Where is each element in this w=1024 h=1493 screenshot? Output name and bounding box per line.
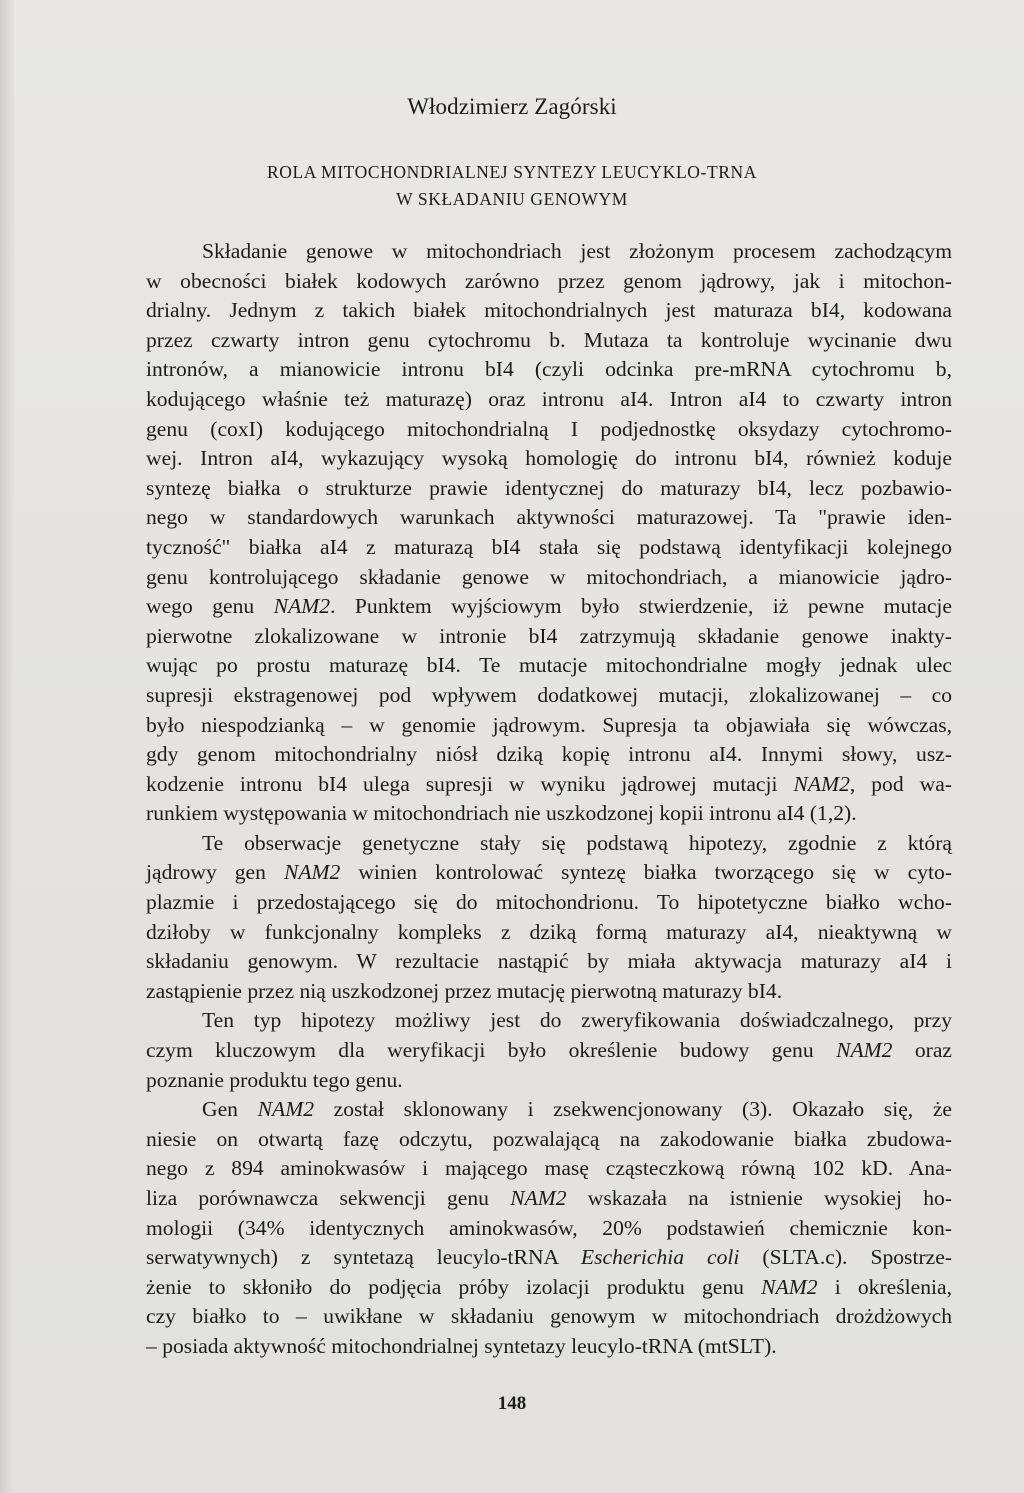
chapter-title — [0, 159, 1024, 213]
paragraph-1-line-2: w obecności białek kodowych zarówno przez genom jądrowy, jak i mitochon- — [146, 268, 952, 293]
paragraph-1-line-19: kodzenie intronu bI4 ulega supresji w wyniku jądrowej mutacji NAM2, pod wa- — [146, 771, 952, 796]
paragraph-3-line-3: poznanie produktu tego genu. — [146, 1067, 403, 1092]
paragraph-1-line-15: wując po prostu maturazę bI4. Te mutacje mitochondrialne mogły jednak ulec — [146, 653, 952, 678]
paragraph-1-line-3: drialny. Jednym z takich białek mitochondrialnych jest maturaza bI4, kodowana — [146, 298, 952, 323]
paragraph-2-line-6: zastąpienie przez nią uszkodzonej przez mutację pierwotną maturazy bI4. — [146, 978, 783, 1003]
running-header-author: Włodzimierz Zagórski — [407, 94, 617, 119]
paragraph-1-line-16: supresji ekstragenowej pod wpływem dodatkowej mutacji, zlokalizowanej – co — [146, 682, 952, 707]
paragraph-1-line-7: genu (coxI) kodującego mitochondrialną I podjednostkę oksydazy cytochromo- — [146, 416, 952, 441]
paragraph-1-line-12: genu kontrolującego składanie genowe w mitochondriach, a mianowicie jądro- — [146, 564, 952, 589]
chapter-title-line-1: ROLA MITOCHONDRIALNEJ SYNTEZY LEUCYKLO-TRNA — [266, 162, 757, 182]
paragraph-4-line-2: niesie on otwartą fazę odczytu, pozwalającą na zakodowanie białka zbudowa- — [146, 1126, 952, 1151]
paragraph-1-line-10: nego w standardowych warunkach aktywności maturazowej. Ta "prawie iden- — [146, 505, 952, 530]
page-edge-shadow — [0, 0, 14, 1493]
paragraph-1-line-18: gdy genom mitochondrialny niósł dziką kopię intronu aI4. Innymi słowy, usz- — [146, 742, 952, 767]
paragraph-2-line-4: dziłoby w funkcjonalny kompleks z dziką formą maturazy aI4, nieaktywną w — [146, 919, 952, 944]
paragraph-3-line-1: Ten typ hipotezy możliwy jest do zweryfikowania doświadczalnego, przy — [202, 1008, 952, 1033]
paragraph-1-line-9: syntezę białka o strukturze prawie identycznej do maturazy bI4, lecz pozbawio- — [146, 475, 952, 500]
paragraph-1-line-14: pierwotne zlokalizowane w intronie bI4 zatrzymują składanie genowe inakty- — [146, 623, 952, 648]
paragraph-1-line-17: było niespodzianką – w genomie jądrowym. Supresja ta objawiała się wówczas, — [146, 712, 952, 737]
paragraph-4-line-4: liza porównawcza sekwencji genu NAM2 wskazała na istnienie wysokiej ho- — [146, 1186, 952, 1210]
paragraph-1-line-8: wej. Intron aI4, wykazujący wysoką homologię do intronu bI4, również koduje — [146, 446, 952, 471]
chapter-title-line-2: W SKŁADANIU GENOWYM — [396, 189, 628, 209]
paragraph-2-line-2: jądrowy gen NAM2 winien kontrolować syntezę białka tworzącego się w cyto- — [146, 860, 952, 885]
paragraph-4-line-5: mologii (34% identycznych aminokwasów, 20% podstawień chemicznie kon- — [146, 1215, 952, 1240]
paragraph-1-line-4: przez czwarty intron genu cytochromu b. Mutaza ta kontroluje wycinanie dwu — [146, 327, 952, 352]
paragraph-4-line-9: – posiada aktywność mitochondrialnej syntetazy leucylo-tRNA (mtSLT). — [146, 1333, 777, 1358]
paragraph-2-line-3: plazmie i przedostającego się do mitochondrionu. To hipotetyczne białko wcho- — [146, 890, 952, 915]
paragraph-4-line-6: serwatywnych) z syntetazą leucylo-tRNA Escherichia coli (SLTA.c). Spostrze- — [146, 1245, 952, 1270]
paragraph-1-line-5: intronów, a mianowicie intronu bI4 (czyli odcinka pre-mRNA cytochromu b, — [146, 357, 952, 382]
paragraph-4-line-3: nego z 894 aminokwasów i mającego masę cząsteczkową równą 102 kD. Ana- — [146, 1156, 952, 1181]
paragraph-4-line-1: Gen NAM2 został sklonowany i zsekwencjonowany (3). Okazało się, że — [202, 1097, 952, 1122]
paragraph-1-line-13: wego genu NAM2. Punktem wyjściowym było stwierdzenie, iż pewne mutacje — [146, 594, 952, 619]
paragraph-1-line-1: Składanie genowe w mitochondriach jest złożonym procesem zachodzącym — [202, 239, 952, 263]
paragraph-3-line-2: czym kluczowym dla weryfikacji było określenie budowy genu NAM2 oraz — [146, 1038, 953, 1063]
paragraph-1-line-6: kodującego właśnie też maturazę) oraz intronu aI4. Intron aI4 to czwarty intron — [146, 386, 952, 411]
paragraph-1-line-20: runkiem występowania w mitochondriach nie uszkodzonej kopii intronu aI4 (1,2). — [146, 801, 857, 826]
paragraph-2-line-5: składaniu genowym. W rezultacie nastąpić by miała aktywacja maturazy aI4 i — [146, 949, 952, 974]
body-text — [146, 237, 952, 1362]
paragraph-4-line-7: żenie to skłoniło do podjęcia próby izolacji produktu genu NAM2 i określenia, — [146, 1274, 952, 1299]
paragraph-4-line-8: czy białko to – uwikłane w składaniu genowym w mitochondriach drożdżowych — [146, 1304, 952, 1329]
page-number: 148 — [497, 1393, 527, 1414]
paragraph-2-line-1: Te obserwacje genetyczne stały się podstawą hipotezy, zgodnie z którą — [202, 830, 952, 855]
paragraph-1-line-11: tyczność" białka aI4 z maturazą bI4 stała się podstawą identyfikacji kolejnego — [146, 534, 952, 559]
